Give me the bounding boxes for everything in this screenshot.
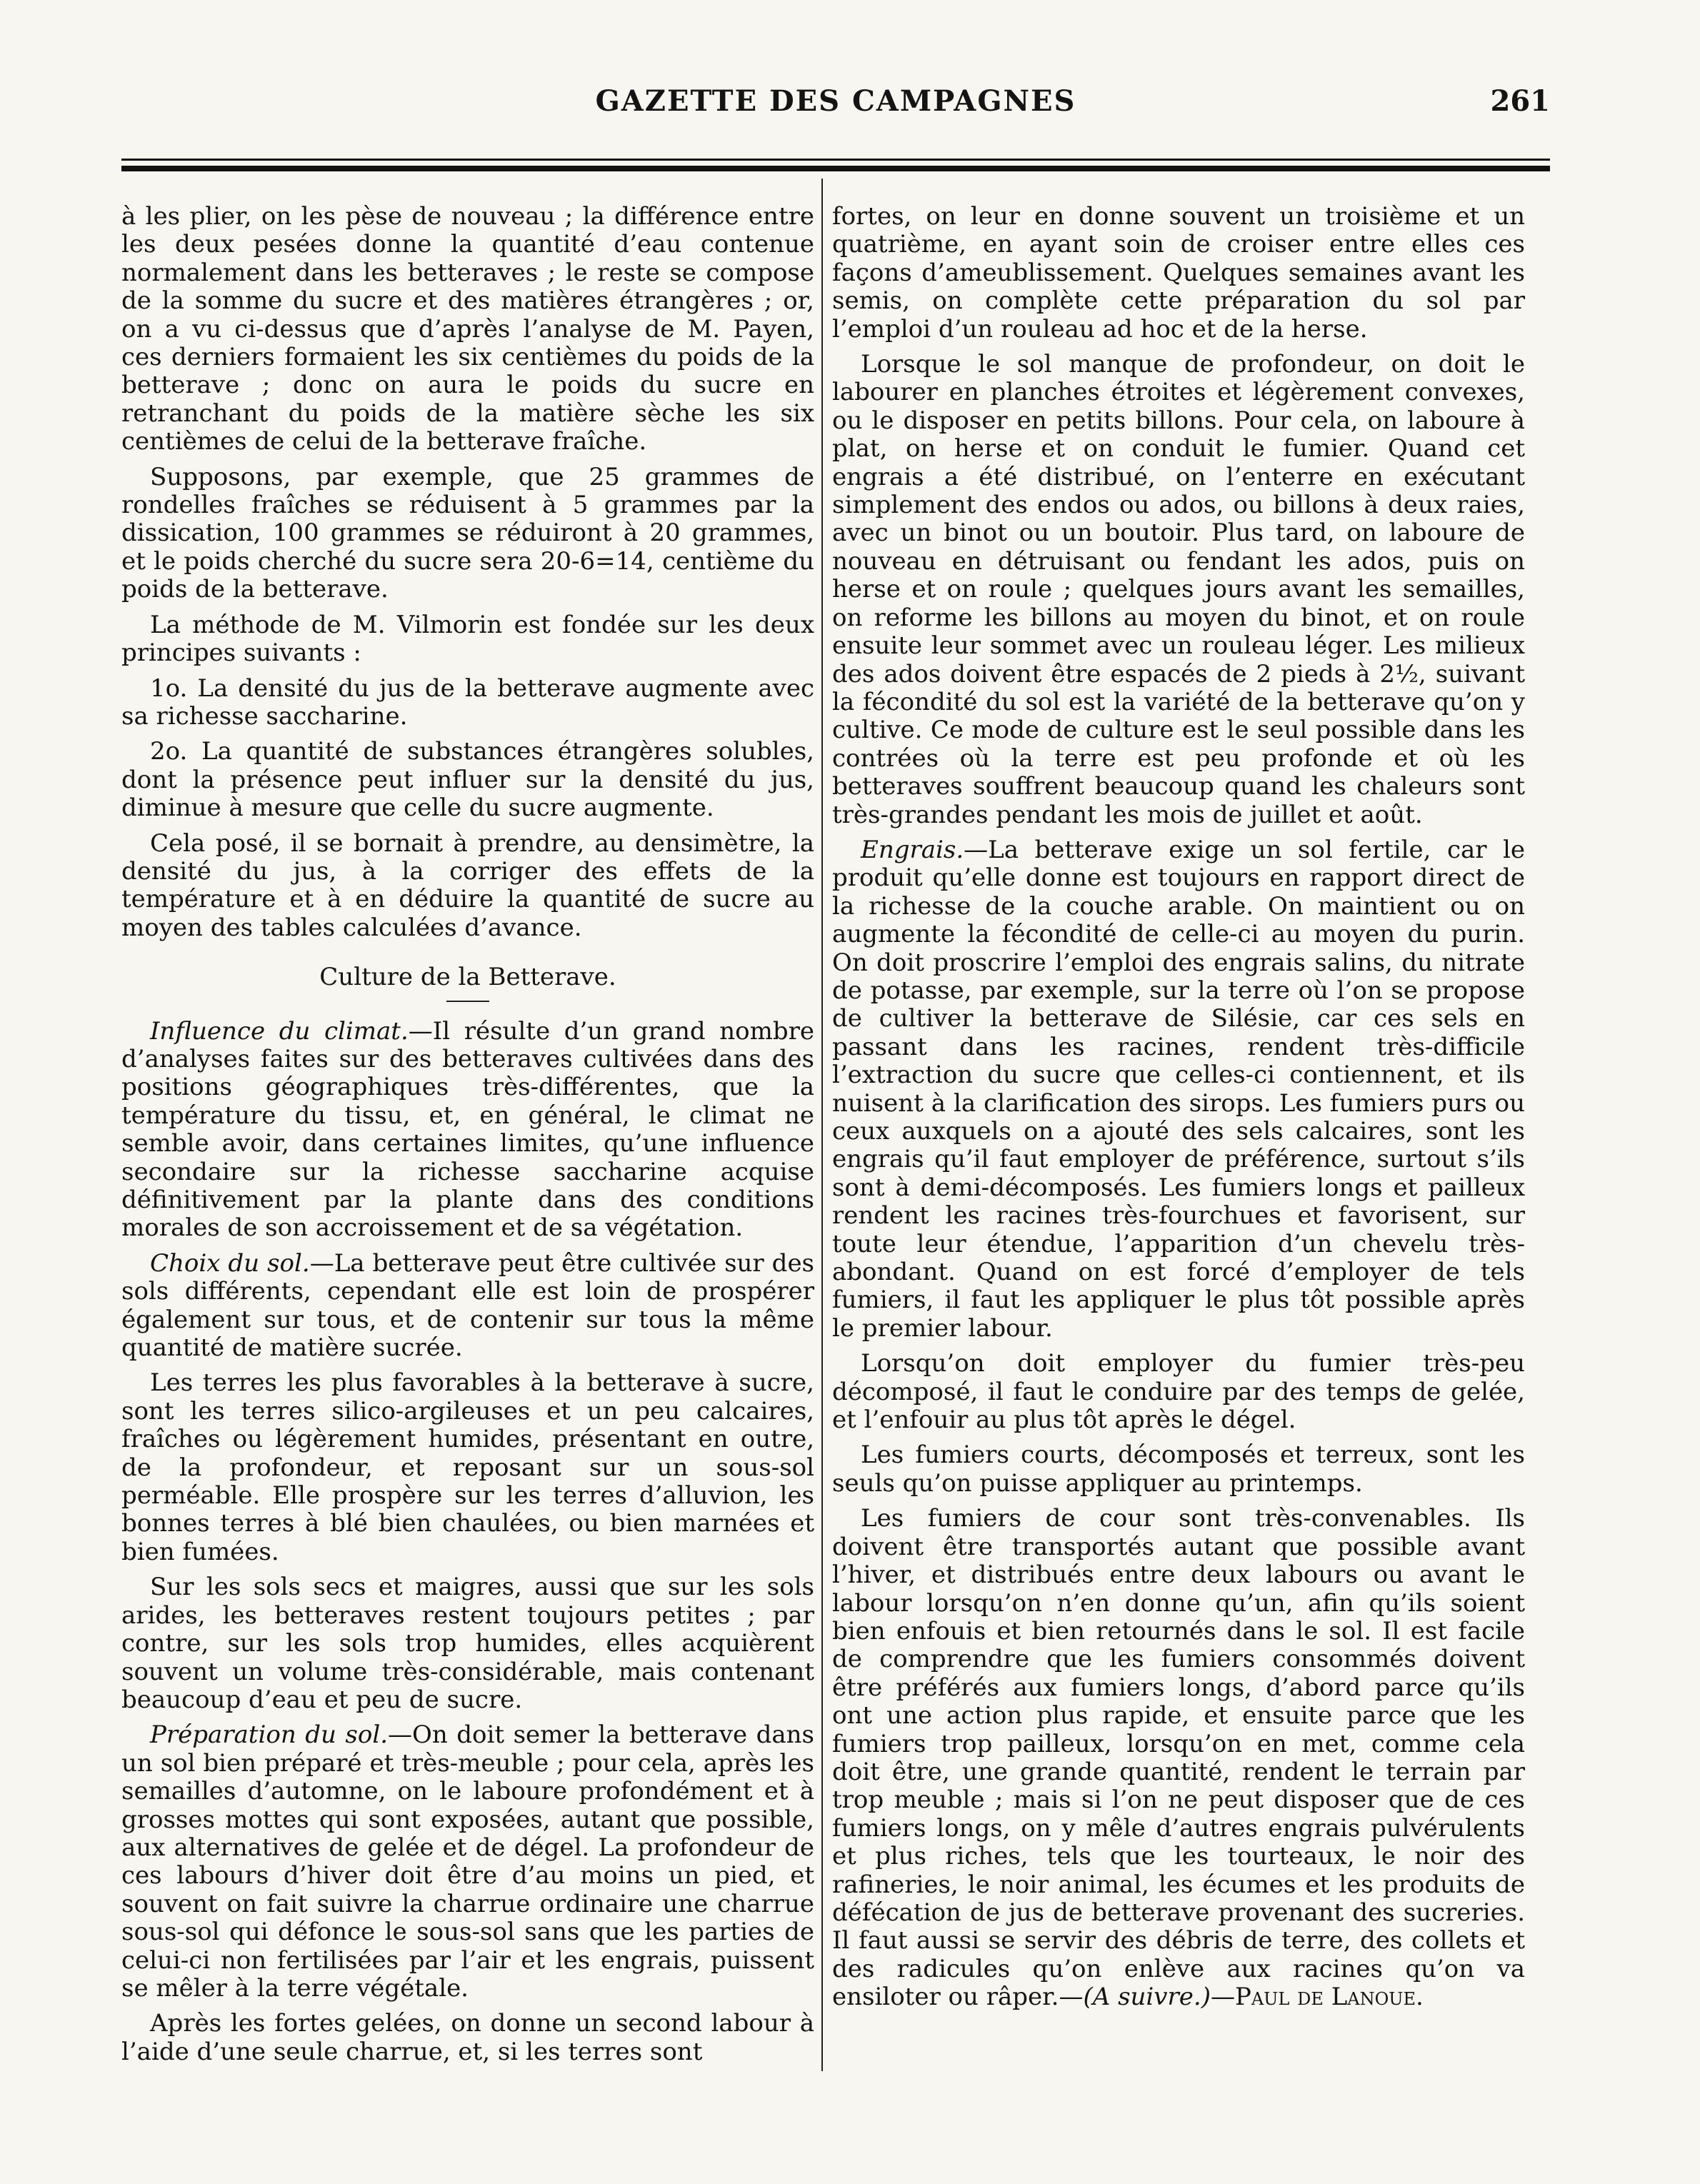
paragraph-lead: Préparation du sol. xyxy=(150,1720,388,1750)
paragraph xyxy=(832,836,1525,1343)
paragraph xyxy=(121,1018,814,1243)
paragraph: Lorsqu’on doit employer du fumier très-peu décomposé, il faut le conduire par des temps de gelée, et l’enfouir au plus tôt après le dégel. xyxy=(832,1349,1525,1435)
section-heading: Culture de la Betterave. xyxy=(319,963,616,992)
paragraph: Sur les sols secs et maigres, aussi que sur les sols arides, les betteraves restent toujours petites ; par contre, sur les sols trop humides, elles acquièrent souvent un volume très-considérable, mais contenant beaucoup d’eau et peu de sucre. xyxy=(121,1573,814,1714)
paragraph: La méthode de M. Vilmorin est fondée sur les deux principes suivants : xyxy=(121,610,814,668)
paragraph: Les fumiers courts, décomposés et terreux, sont les seuls qu’on puisse appliquer au printemps. xyxy=(832,1441,1525,1498)
paragraph-text: Les fumiers de cour sont très-convenables. Ils doivent être transportés autant que possible avant l’hiver, et distribués entre deux labours ou avant le labour lorsqu’on n’en donne qu’un, afin qu’ils soient bien enfouis et bien retournés dans le sol. Il est facile de comprendre que les fumiers consommés doivent être préférés aux fumiers longs, d’abord parce qu’ils ont une action plus rapide, et ensuite parce que les fumiers trop pailleux, lorsqu’on en met, comme cela doit être, une grande quantité, rendent le terrain par trop meuble ; mais si l’on ne peut disposer que de ces fumiers longs, on y mêle d’autres engrais pulvérulents et plus riches, tels que les tourteaux, le noir des rafineries, le noir animal, les écumes et les produits de défécation de jus de betterave provenant des sucreries. Il faut aussi se servir des débris de terre, des collets et des radicules qu’on enlève aux racines qu’on va ensiloter ou râper. xyxy=(832,1504,1525,2012)
paragraph-lead: Engrais. xyxy=(861,835,964,864)
page-number: 261 xyxy=(1490,84,1550,118)
paragraph: Cela posé, il se bornait à prendre, au densimètre, la densité du jus, à la corriger des effets de la température et à en déduire la quantité de sucre au moyen des tables calculées d’avance. xyxy=(121,828,814,942)
paragraph-lead: Choix du sol. xyxy=(150,1248,310,1278)
paragraph-text: —On doit semer la betterave dans un sol bien préparé et très-meuble ; pour cela, après les semailles d’automne, on le laboure profondément et à grosses mottes qui sont exposées, autant que possible, aux alternatives de gelée et de dégel. La profondeur de ces labours d’hiver doit être d’au moins un pied, et souvent on fait suivre la charrue ordinaire une charrue sous-sol qui défonce le sous-sol sans que les parties de celui-ci non fertilisées par l’air et les engrais, puissent se mêler à la terre végétale. xyxy=(121,1720,814,2003)
paragraph-lead: Influence du climat. xyxy=(150,1016,409,1046)
paragraph xyxy=(832,1505,1525,2011)
author-signature: —Paul de Lanoue. xyxy=(1210,1983,1424,2012)
section-rule xyxy=(446,1001,489,1002)
paragraph-text: —Il résulte d’un grand nombre d’analyses faites sur des betteraves cultivées dans des positions géographiques très-différentes, que la température du tissu, et, en général, le climat ne semble avoir, dans certaines limites, qu’une influence secondaire sur la richesse saccharine acquise définitivement par la plante dans des conditions morales de son accroissement et de sa végétation. xyxy=(121,1016,814,1243)
column-divider xyxy=(821,179,823,2071)
header-rule-thick xyxy=(121,166,1550,171)
paragraph: à les plier, on les pèse de nouveau ; la différence entre les deux pesées donne la quantité d’eau contenue normalement dans les betteraves ; le reste se compose de la somme du sucre et des matières étrangères ; or, on a vu ci-dessus que d’après l’analyse de M. Payen, ces derniers formaient les six centièmes du poids de la betterave ; donc on aura le poids du sucre en retranchant du poids de la matière sèche les six centièmes de celui de la betterave fraîche. xyxy=(121,202,814,456)
header-rule-thin xyxy=(121,159,1550,161)
to-be-continued: —(A suivre.) xyxy=(1059,1983,1211,2012)
paragraph: Lorsque le sol manque de profondeur, on doit le labourer en planches étroites et légèrement convexes, ou le disposer en petits billons. Pour cela, on laboure à plat, on herse et on conduit le fumier. Quand cet engrais a été distribué, on l’enterre en exécutant simplement des endos ou ados, ou billons à deux raies, avec un binot ou un boutoir. Plus tard, on laboure de nouveau en détruisant ou fendant les ados, puis on herse et on roule ; quelques jours avant les semailles, on reforme les billons au moyen du binot, et on roule ensuite leur sommet avec un rouleau léger. Les milieux des ados doivent être espacés de 2 pieds à 2½, suivant la fécondité du sol est la variété de la betterave qu’on y cultive. Ce mode de culture est le seul possible dans les contrées où la terre est peu profonde et où les betteraves souffrent beaucoup quand les chaleurs sont très-grandes pendant les mois de juillet et août. xyxy=(832,350,1525,829)
left-column xyxy=(121,203,814,2073)
page-header xyxy=(121,84,1550,127)
paragraph xyxy=(121,1250,814,1363)
paragraph: fortes, on leur en donne souvent un troisième et un quatrième, en ayant soin de croiser entre elles ces façons d’ameublissement. Quelques semaines avant les semis, on complète cette préparation du sol par l’emploi d’un rouleau ad hoc et de la herse. xyxy=(832,202,1525,344)
paragraph: 2o. La quantité de substances étrangères solubles, dont la présence peut influer sur la densité du jus, diminue à mesure que celle du sucre augmente. xyxy=(121,737,814,823)
paragraph: Supposons, par exemple, que 25 grammes de rondelles fraîches se réduisent à 5 grammes par la dissication, 100 grammes se réduiront à 20 grammes, et le poids cherché du sucre sera 20-6=14, centième du poids de la betterave. xyxy=(121,462,814,604)
paragraph-text: —La betterave exige un sol fertile, car le produit qu’elle donne est toujours en rapport direct de la richesse de la couche arable. On maintient ou on augmente la fécondité de celle-ci au moyen du purin. On doit proscrire l’emploi des engrais salins, du nitrate de potasse, par exemple, sur la terre où l’on se propose de cultiver la betterave de Silésie, car ces sels en passant dans les racines, rendent très-difficile l’extraction du sucre que celles-ci contiennent, et ils nuisent à la clarification des sirops. Les fumiers purs ou ceux auxquels on a ajouté des sels calcaires, sont les engrais qu’il faut employer de préférence, surtout s’ils sont à demi-décomposés. Les fumiers longs et pailleux rendent les racines très-fourchues et favorisent, sur toute leur étendue, l’apparition d’un chevelu très-abondant. Quand on est forcé d’employer de tels fumiers, il faut les appliquer le plus tôt possible après le premier labour. xyxy=(832,835,1525,1343)
paragraph xyxy=(121,1721,814,2003)
paragraph: Les terres les plus favorables à la betterave à sucre, sont les terres silico-argileuses et un peu calcaires, fraîches ou légèrement humides, présentant en outre, de la profondeur, et reposant sur un sous-sol perméable. Elle prospère sur les terres d’alluvion, les bonnes terres à blé bien chaulées, ou bien marnées et bien fumées. xyxy=(121,1368,814,1566)
paragraph: 1o. La densité du jus de la betterave augmente avec sa richesse saccharine. xyxy=(121,673,814,731)
paragraph-text: —La betterave peut être cultivée sur des sols différents, cependant elle est loin de prospérer également sur tous, et de contenir sur tous la même quantité de matière sucrée. xyxy=(121,1248,815,1363)
paragraph: Après les fortes gelées, on donne un second labour à l’aide d’une seule charrue, et, si les terres sont xyxy=(121,2009,814,2066)
journal-title: GAZETTE DES CAMPAGNES xyxy=(595,84,1076,118)
right-column xyxy=(832,203,1525,2019)
